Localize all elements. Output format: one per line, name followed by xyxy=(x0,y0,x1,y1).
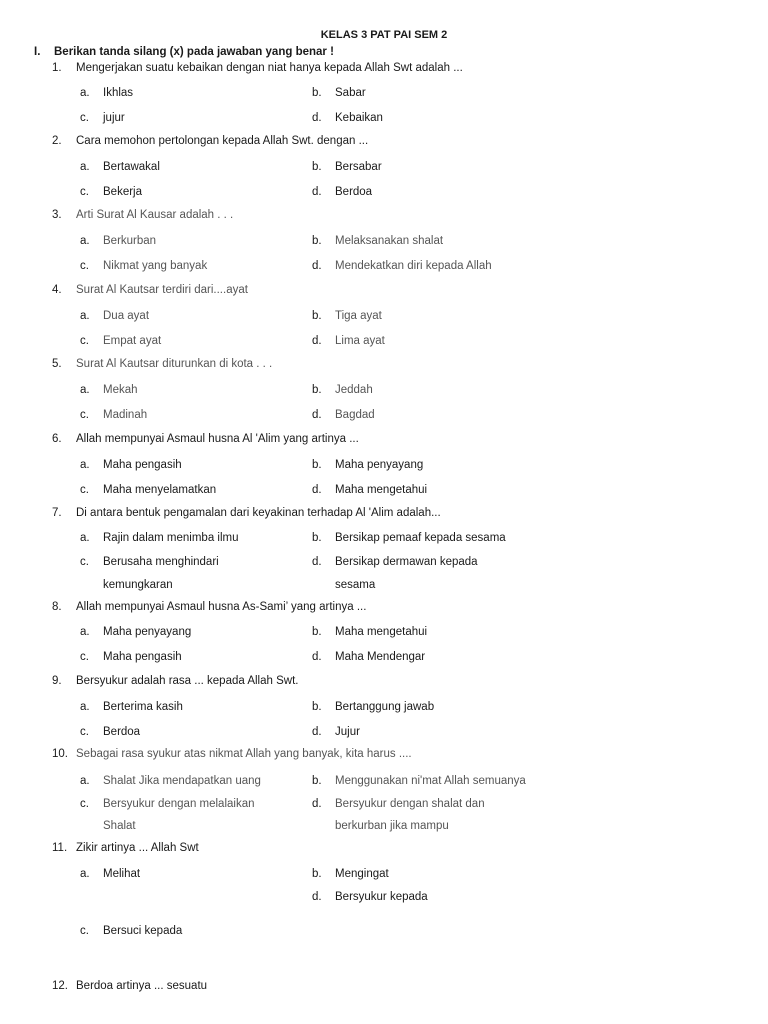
option-letter-b: b. xyxy=(312,775,322,787)
option-a: Melihat xyxy=(103,868,141,880)
option-d: Bagdad xyxy=(335,409,375,421)
option-letter-c: c. xyxy=(80,925,89,937)
option-c: Nikmat yang banyak xyxy=(103,260,208,272)
question-number: 6. xyxy=(52,433,62,445)
option-letter-a: a. xyxy=(80,459,90,471)
option-letter-c: c. xyxy=(80,409,89,421)
option-letter-c: c. xyxy=(80,335,89,347)
option-a: Bertawakal xyxy=(103,161,160,173)
option-b: Menggunakan ni'mat Allah semuanya xyxy=(335,775,526,787)
option-c: Bersyukur dengan melalaikan xyxy=(103,798,255,810)
option-letter-d: d. xyxy=(312,891,322,903)
option-letter-a: a. xyxy=(80,384,90,396)
question-text: Berdoa artinya ... sesuatu xyxy=(76,980,208,992)
option-b: Maha penyayang xyxy=(335,459,424,471)
question-number: 2. xyxy=(52,135,62,147)
option-letter-d: d. xyxy=(312,798,322,810)
option-letter-c: c. xyxy=(80,112,89,124)
section-instruction: Berikan tanda silang (x) pada jawaban yang benar ! xyxy=(54,46,334,58)
option-a: Berterima kasih xyxy=(103,701,183,713)
option-letter-d: d. xyxy=(312,726,322,738)
option-a: Maha penyayang xyxy=(103,626,192,638)
option-letter-a: a. xyxy=(80,775,90,787)
option-c: Madinah xyxy=(103,409,148,421)
option-a: Ikhlas xyxy=(103,87,134,99)
exam-title: KELAS 3 PAT PAI SEM 2 xyxy=(320,29,448,41)
option-c-continued: kemungkaran xyxy=(103,579,173,591)
option-c: Bekerja xyxy=(103,186,142,198)
option-b: Jeddah xyxy=(335,384,373,396)
option-b: Mengingat xyxy=(335,868,389,880)
option-d-continued: berkurban jika mampu xyxy=(335,820,449,832)
option-letter-b: b. xyxy=(312,626,322,638)
option-c: jujur xyxy=(103,112,125,124)
option-letter-a: a. xyxy=(80,868,90,880)
option-c: Empat ayat xyxy=(103,335,162,347)
question-text: Di antara bentuk pengamalan dari keyakinan terhadap Al 'Alim adalah... xyxy=(76,507,441,519)
option-letter-d: d. xyxy=(312,556,322,568)
option-b: Melaksanakan shalat xyxy=(335,235,444,247)
option-d: Lima ayat xyxy=(335,335,385,347)
question-text: Surat Al Kautsar diturunkan di kota . . . xyxy=(76,358,273,370)
option-letter-d: d. xyxy=(312,409,322,421)
option-letter-b: b. xyxy=(312,532,322,544)
question-text: Allah mempunyai Asmaul husna Al 'Alim yang artinya ... xyxy=(76,433,359,445)
option-letter-a: a. xyxy=(80,532,90,544)
option-letter-c: c. xyxy=(80,484,89,496)
option-d: Maha Mendengar xyxy=(335,651,426,663)
question-text: Mengerjakan suatu kebaikan dengan niat hanya kepada Allah Swt adalah ... xyxy=(76,62,463,74)
question-number: 11. xyxy=(52,842,68,854)
option-a: Maha pengasih xyxy=(103,459,182,471)
option-c: Berusaha menghindari xyxy=(103,556,219,568)
question-text: Allah mempunyai Asmaul husna As-Sami’ yang artinya ... xyxy=(76,601,367,613)
option-d: Mendekatkan diri kepada Allah xyxy=(335,260,492,272)
option-d: Kebaikan xyxy=(335,112,383,124)
question-number: 8. xyxy=(52,601,62,613)
question-number: 4. xyxy=(52,284,62,296)
option-b: Bersikap pemaaf kepada sesama xyxy=(335,532,506,544)
option-b: Bertanggung jawab xyxy=(335,701,435,713)
option-letter-a: a. xyxy=(80,626,90,638)
option-letter-c: c. xyxy=(80,798,89,810)
question-text: Sebagai rasa syukur atas nikmat Allah yang banyak, kita harus .... xyxy=(76,748,412,760)
question-text: Surat Al Kautsar terdiri dari....ayat xyxy=(76,284,248,296)
option-a: Dua ayat xyxy=(103,310,150,322)
option-letter-a: a. xyxy=(80,87,90,99)
option-a: Shalat Jika mendapatkan uang xyxy=(103,775,261,787)
question-number: 10. xyxy=(52,748,68,760)
option-c: Bersuci kepada xyxy=(103,925,183,937)
option-letter-a: a. xyxy=(80,161,90,173)
option-d: Bersyukur kepada xyxy=(335,891,428,903)
option-letter-d: d. xyxy=(312,335,322,347)
option-d: Maha mengetahui xyxy=(335,484,428,496)
option-letter-c: c. xyxy=(80,651,89,663)
option-letter-b: b. xyxy=(312,161,322,173)
option-d: Jujur xyxy=(335,726,360,738)
option-letter-b: b. xyxy=(312,701,322,713)
option-letter-c: c. xyxy=(80,556,89,568)
option-letter-d: d. xyxy=(312,484,322,496)
option-letter-b: b. xyxy=(312,868,322,880)
option-letter-d: d. xyxy=(312,112,322,124)
question-number: 12. xyxy=(52,980,68,992)
question-number: 1. xyxy=(52,62,62,74)
option-d: Berdoa xyxy=(335,186,373,198)
option-d: Bersikap dermawan kepada xyxy=(335,556,478,568)
option-b: Maha mengetahui xyxy=(335,626,428,638)
question-number: 5. xyxy=(52,358,62,370)
option-c: Berdoa xyxy=(103,726,141,738)
option-d-continued: sesama xyxy=(335,579,376,591)
option-letter-b: b. xyxy=(312,310,322,322)
option-letter-d: d. xyxy=(312,186,322,198)
option-letter-a: a. xyxy=(80,235,90,247)
question-number: 3. xyxy=(52,209,62,221)
option-letter-c: c. xyxy=(80,186,89,198)
option-b: Sabar xyxy=(335,87,366,99)
question-text: Bersyukur adalah rasa ... kepada Allah Swt. xyxy=(76,675,299,687)
option-letter-a: a. xyxy=(80,701,90,713)
option-a: Mekah xyxy=(103,384,138,396)
option-b: Bersabar xyxy=(335,161,382,173)
option-letter-d: d. xyxy=(312,260,322,272)
option-letter-c: c. xyxy=(80,260,89,272)
question-number: 7. xyxy=(52,507,62,519)
option-d: Bersyukur dengan shalat dan xyxy=(335,798,485,810)
section-numeral: I. xyxy=(34,46,41,58)
option-letter-c: c. xyxy=(80,726,89,738)
option-c: Maha menyelamatkan xyxy=(103,484,217,496)
question-number: 9. xyxy=(52,675,62,687)
option-a: Berkurban xyxy=(103,235,157,247)
option-c: Maha pengasih xyxy=(103,651,182,663)
question-text: Arti Surat Al Kausar adalah . . . xyxy=(76,209,234,221)
option-letter-b: b. xyxy=(312,235,322,247)
option-c-continued: Shalat xyxy=(103,820,136,832)
option-letter-b: b. xyxy=(312,459,322,471)
option-letter-b: b. xyxy=(312,384,322,396)
option-letter-a: a. xyxy=(80,310,90,322)
question-text: Cara memohon pertolongan kepada Allah Swt. dengan ... xyxy=(76,135,369,147)
option-a: Rajin dalam menimba ilmu xyxy=(103,532,239,544)
option-letter-d: d. xyxy=(312,651,322,663)
option-letter-b: b. xyxy=(312,87,322,99)
question-text: Zikir artinya ... Allah Swt xyxy=(76,842,199,854)
option-b: Tiga ayat xyxy=(335,310,382,322)
